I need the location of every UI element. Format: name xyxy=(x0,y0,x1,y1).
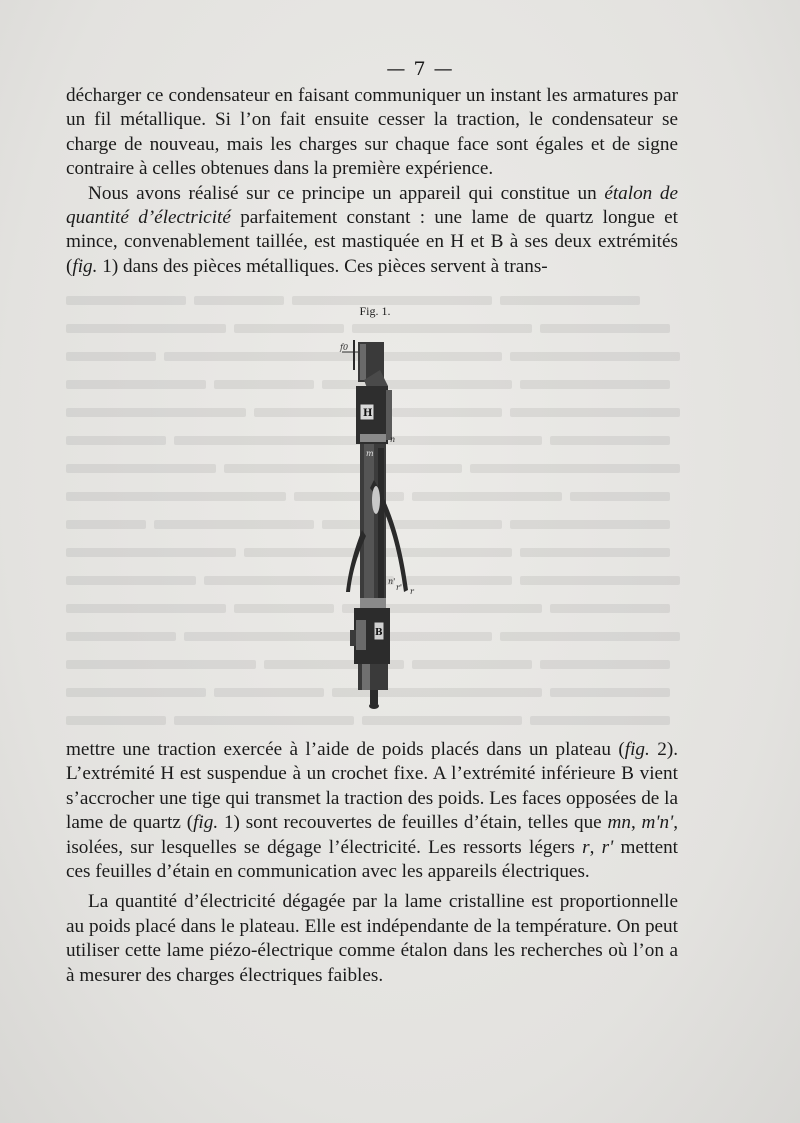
text-run: 1) sont recouvertes de feuilles d’étain, telles que xyxy=(218,812,608,834)
italic-symbol: m'n' xyxy=(641,812,674,834)
figure-reference: fig. xyxy=(72,255,98,277)
label-B: B xyxy=(375,628,383,638)
italic-term: étalon de quantité d’électricité xyxy=(66,182,678,229)
italic-symbol: mn xyxy=(607,812,631,834)
quartz-lamina-engraving xyxy=(290,330,460,720)
label-n-prime: n' xyxy=(388,577,396,586)
lower-rod xyxy=(370,690,378,704)
top-text-block xyxy=(66,84,678,279)
text-run: , xyxy=(589,836,602,858)
italic-symbol: r' xyxy=(601,836,614,858)
text-run: mettent ces feuilles d’étain en communication avec les appareils électriques. xyxy=(66,836,679,883)
paragraph-apparatus xyxy=(66,182,678,280)
text-run: parfaitement constant : une lame de quartz longue et mince, convenablement taillée, est mastiquée en H et B à ses deux extrémités ( xyxy=(66,207,678,277)
label-m: m xyxy=(366,449,374,458)
paragraph-conclusion: La quantité d’électricité dégagée par la lame cristalline est proportionnelle au poids placé dans le plateau. Elle est indépendante de la température. On peut utiliser cette lame piézo-électrique comme étalon dans les recherches où l’on a à mesurer des charges électriques faibles. xyxy=(66,891,678,986)
label-n: n xyxy=(390,435,396,444)
label-r-prime: r' xyxy=(396,583,403,592)
figure-reference: fig. xyxy=(624,739,650,760)
text-run: Nous avons réalisé sur ce principe un appareil qui constitue un xyxy=(88,182,605,204)
spring-ring xyxy=(372,486,380,514)
text-run: mettre une traction exercée à l’aide de poids placés dans un plateau ( xyxy=(66,739,625,760)
bottom-text-block xyxy=(66,738,678,988)
text-run: 2). L’extrémité H est suspendue à un crochet fixe. A l’extrémité inférieure B vient s’accrocher une tige qui transmet la traction des poids. Les faces opposées de la lame de quartz ( xyxy=(66,739,679,834)
paragraph-continuation: décharger ce condensateur en faisant communiquer un instant les armatures par un fil métallique. Si l’on fait ensuite cesser la traction, le condensateur se charge de nouveau, mais les charges sur chaque face sont égales et de signe contraire à celles obtenues dans la première expérience. xyxy=(66,85,678,180)
page-number: — 7 — xyxy=(386,58,454,80)
text-run: , xyxy=(630,812,642,834)
figure-reference: fig. xyxy=(193,812,219,834)
tin-foil-top xyxy=(360,434,386,442)
paragraph-traction xyxy=(66,738,678,884)
label-H: H xyxy=(363,408,373,419)
label-r: r xyxy=(410,587,414,596)
text-run: 1) dans des pièces métalliques. Ces pièces servent à trans- xyxy=(97,255,548,277)
italic-symbol: r xyxy=(582,836,590,858)
figure-caption: Fig. 1. xyxy=(359,304,391,318)
text-run: , isolées, sur lesquelles se dégage l’électricité. Les ressorts légers xyxy=(66,812,678,858)
label-top: f0 xyxy=(340,343,349,352)
